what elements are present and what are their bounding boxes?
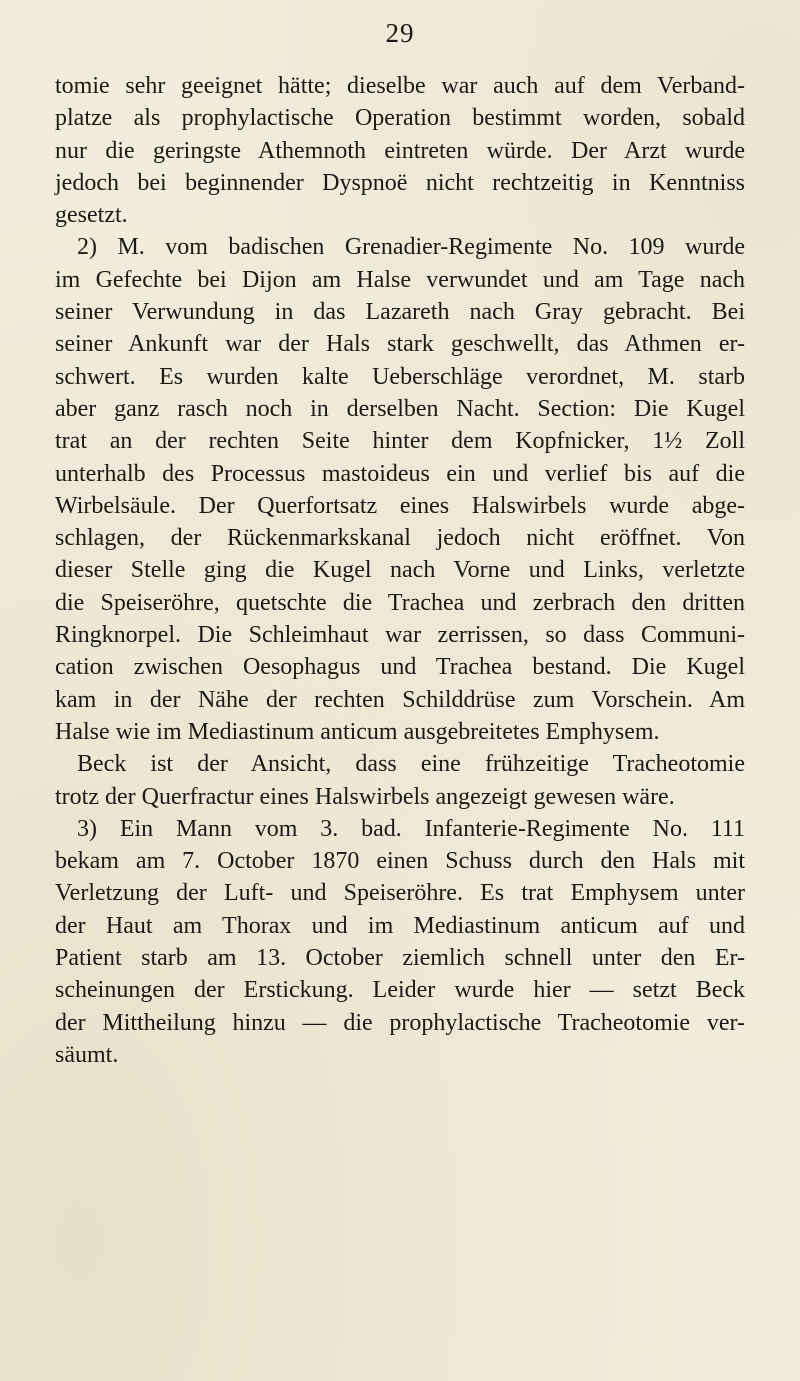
text-line: trat an der rechten Seite hinter dem Kopfnicker, 1½ Zoll	[55, 428, 745, 455]
text-line: der Mittheilung hinzu — die prophylactische Tracheotomie ver-	[55, 1009, 745, 1036]
page-number: 29	[385, 18, 415, 48]
text-line: tomie sehr geeignet hätte; dieselbe war auch auf dem Verband-	[55, 73, 745, 99]
text-line: 2) M. vom badischen Grenadier-Regimente No. 109 wurde	[77, 234, 745, 261]
text-line: aber ganz rasch noch in derselben Nacht. Section: Die Kugel	[55, 395, 745, 422]
text-line: schwert. Es wurden kalte Ueberschläge verordnet, M. starb	[55, 363, 745, 390]
text-line: 3) Ein Mann vom 3. bad. Infanterie-Regimente No. 111	[77, 815, 745, 842]
text-line: der Haut am Thorax und im Mediastinum anticum auf und	[55, 912, 745, 939]
text-line: dieser Stelle ging die Kugel nach Vorne und Links, verletzte	[55, 557, 745, 584]
text-line: im Gefechte bei Dijon am Halse verwundet und am Tage nach	[55, 266, 745, 293]
text-line: nur die geringste Athemnoth eintreten würde. Der Arzt wurde	[55, 137, 745, 164]
text-line: seiner Verwundung in das Lazareth nach Gray gebracht. Bei	[55, 299, 745, 326]
text-line: die Speiseröhre, quetschte die Trachea und zerbrach den dritten	[55, 589, 745, 616]
text-line: trotz der Querfractur eines Halswirbels angezeigt gewesen wäre.	[55, 783, 675, 810]
text-line: bekam am 7. October 1870 einen Schuss durch den Hals mit	[55, 848, 745, 875]
text-line: Patient starb am 13. October ziemlich schnell unter den Er-	[55, 945, 745, 972]
text-line: Verletzung der Luft- und Speiseröhre. Es trat Emphysem unter	[55, 880, 745, 907]
text-line: Wirbelsäule. Der Querfortsatz eines Halswirbels wurde abge-	[55, 492, 745, 519]
text-line: Ringknorpel. Die Schleimhaut war zerrissen, so dass Communi-	[55, 622, 745, 649]
text-line: platze als prophylactische Operation bestimmt worden, sobald	[55, 105, 745, 132]
text-line: säumt.	[55, 1041, 119, 1068]
text-line: cation zwischen Oesophagus und Trachea bestand. Die Kugel	[55, 654, 745, 681]
text-line: Halse wie im Mediastinum anticum ausgebreitetes Emphysem.	[55, 718, 660, 745]
text-line: kam in der Nähe der rechten Schilddrüse zum Vorschein. Am	[55, 686, 745, 713]
text-line: seiner Ankunft war der Hals stark geschwellt, das Athmen er-	[55, 331, 745, 358]
text-line: schlagen, der Rückenmarkskanal jedoch nicht eröffnet. Von	[55, 525, 745, 552]
text-line: jedoch bei beginnender Dyspnoë nicht rechtzeitig in Kenntniss	[55, 169, 745, 196]
text-line: scheinungen der Erstickung. Leider wurde hier — setzt Beck	[55, 977, 745, 1004]
text-line: Beck ist der Ansicht, dass eine frühzeitige Tracheotomie	[77, 751, 745, 778]
body-text	[55, 70, 745, 1071]
text-line: unterhalb des Processus mastoideus ein und verlief bis auf die	[55, 460, 745, 487]
text-line: gesetzt.	[55, 202, 128, 229]
